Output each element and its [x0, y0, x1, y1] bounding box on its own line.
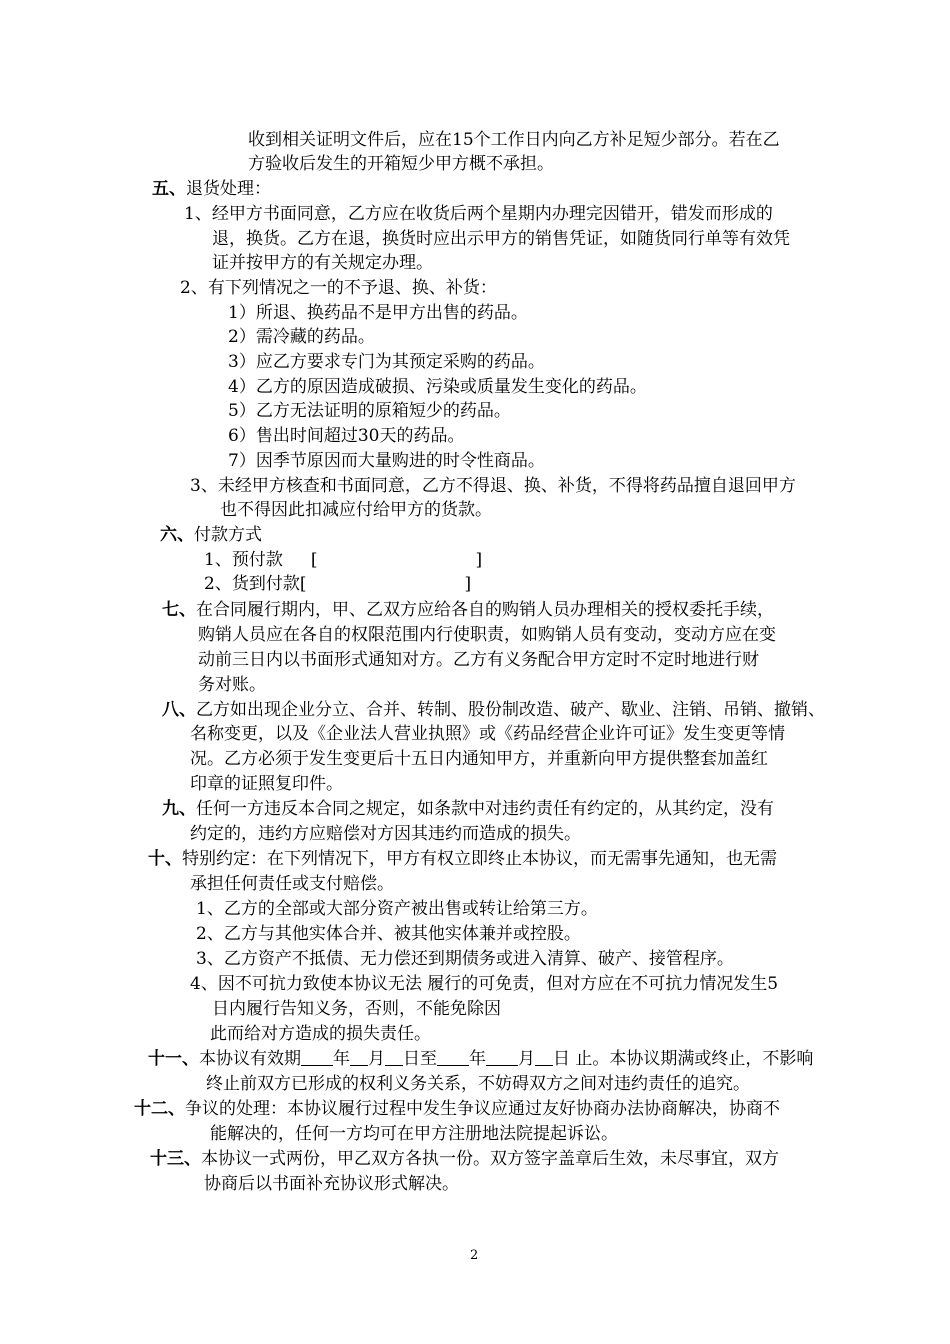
- text-line: 协商后以书面补充协议形式解决。: [204, 1174, 459, 1194]
- text-span: 乙方如出现企业分立、合并、转制、股份制改造、破产、歇业、注销、吊销、撤销、: [196, 700, 825, 720]
- page-number: 2: [470, 1248, 479, 1263]
- text-span: 日 止。本协议期满或终止，不影响: [553, 1049, 814, 1069]
- section-6-heading: [160, 523, 262, 547]
- list-item: 3、乙方资产不抵债、无力偿还到期债务或进入清算、破产、接管程序。: [196, 949, 734, 969]
- payment-prepay-line: [204, 548, 482, 572]
- text-line: 收到相关证明文件后，应在15个工作日内向乙方补足短少部分。若在乙: [248, 130, 780, 150]
- text-line: 日内履行告知义务，否则，不能免除因: [212, 999, 501, 1019]
- section-number: 十三、: [150, 1149, 201, 1169]
- text-line: 能解决的，任何一方均可在甲方注册地法院提起诉讼。: [210, 1124, 618, 1144]
- list-item: 2、乙方与其他实体合并、被其他实体兼并或控股。: [196, 924, 581, 944]
- section-title: 付款方式: [194, 525, 262, 545]
- text-line: 务对账。: [198, 675, 266, 695]
- bracket-close: ]: [475, 550, 483, 570]
- section-9-line: [162, 797, 774, 821]
- text-line: 动前三日内以书面形式通知对方。乙方有义务配合甲方定时不定时地进行财: [198, 650, 759, 670]
- text-line: 2、有下列情况之一的不予退、换、补货：: [180, 278, 497, 298]
- text-span: 日至: [403, 1049, 437, 1069]
- section-10-line: [148, 847, 777, 871]
- payment-label: 2、货到付款: [204, 574, 300, 594]
- list-item: 2）需冷藏的药品。: [228, 327, 375, 347]
- section-5-heading: [152, 177, 271, 201]
- text-line: 约定的，违约方应赔偿对方因其违约而造成的损失。: [190, 824, 581, 844]
- list-item: 5）乙方无法证明的原箱短少的药品。: [228, 401, 511, 421]
- section-11-line: [148, 1047, 813, 1071]
- bracket-open: [: [299, 574, 307, 594]
- text-span: 年: [333, 1049, 350, 1069]
- text-line: 购销人员应在各自的权限范围内行使职责，如购销人员有变动，变动方应在变: [198, 625, 776, 645]
- text-line: 3、未经甲方核查和书面同意，乙方不得退、换、补货，不得将药品擅自退回甲方: [190, 476, 796, 496]
- payment-label: 1、预付款: [204, 550, 283, 570]
- text-line: 证并按甲方的有关规定办理。: [212, 253, 433, 273]
- list-item: 7）因季节原因而大量购进的时令性商品。: [228, 451, 545, 471]
- list-item: 4）乙方的原因造成破损、污染或质量发生变化的药品。: [228, 377, 647, 397]
- section-number: 七、: [162, 600, 196, 620]
- text-span: 任何一方违反本合同之规定，如条款中对违约责任有约定的，从其约定，没有: [196, 799, 774, 819]
- text-span: 本协议一式两份，甲乙双方各执一份。双方签字盖章后生效，未尽事宜，双方: [201, 1149, 779, 1169]
- list-item: 4、因不可抗力致使本协议无法 履行的可免责，但对方应在不可抗力情况发生5: [190, 974, 779, 994]
- payment-cod-line: [204, 572, 471, 596]
- section-number: 十一、: [148, 1049, 199, 1069]
- text-span: 在合同履行期内，甲、乙双方应给各自的购销人员办理相关的授权委托手续，: [196, 600, 774, 620]
- text-line: 此而给对方造成的损失责任。: [210, 1024, 431, 1044]
- bracket-open: [: [310, 550, 318, 570]
- text-line: 印章的证照复印件。: [190, 774, 343, 794]
- section-12-line: [134, 1097, 780, 1121]
- section-number: 五、: [152, 179, 186, 199]
- list-item: 6）售出时间超过30天的药品。: [228, 426, 465, 446]
- text-line: 况。乙方必须于发生变更后十五日内通知甲方，并重新向甲方提供整套加盖红: [190, 749, 768, 769]
- text-line: 也不得因此扣减应付给甲方的货款。: [220, 500, 492, 520]
- text-span: 本协议有效期: [199, 1049, 301, 1069]
- blank-field: [437, 1049, 469, 1066]
- text-line: 退，换货。乙方在退，换货时应出示甲方的销售凭证，如随货同行单等有效凭: [212, 229, 790, 249]
- section-number: 六、: [160, 525, 194, 545]
- list-item: 1）所退、换药品不是甲方出售的药品。: [228, 303, 528, 323]
- section-8-line: [162, 698, 825, 722]
- section-number: 九、: [162, 799, 196, 819]
- text-span: 年: [469, 1049, 486, 1069]
- text-line: 名称变更，以及《企业法人营业执照》或《药品经营企业许可证》发生变更等情: [190, 724, 785, 744]
- text-span: 月: [518, 1049, 535, 1069]
- blank-field: [301, 1049, 333, 1066]
- blank-field: [486, 1049, 518, 1066]
- blank-field: [535, 1049, 553, 1066]
- bracket-close: ]: [464, 574, 472, 594]
- section-13-line: [150, 1147, 779, 1171]
- list-item: 1、乙方的全部或大部分资产被出售或转让给第三方。: [196, 899, 598, 919]
- text-span: 月: [368, 1049, 385, 1069]
- text-line: 1、经甲方书面同意，乙方应在收货后两个星期内办理完因错开，错发而形成的: [184, 204, 773, 224]
- section-number: 十、: [148, 849, 182, 869]
- text-line: 方验收后发生的开箱短少甲方概不承担。: [248, 154, 554, 174]
- list-item: 3）应乙方要求专门为其预定采购的药品。: [228, 352, 545, 372]
- text-line: 终止前双方已形成的权利义务关系，不妨碍双方之间对违约责任的追究。: [206, 1074, 750, 1094]
- text-span: 争议的处理：本协议履行过程中发生争议应通过友好协商办法协商解决，协商不: [185, 1099, 780, 1119]
- section-title: 退货处理：: [186, 179, 271, 199]
- section-number: 八、: [162, 700, 196, 720]
- blank-field: [350, 1049, 368, 1066]
- section-7-line: [162, 598, 774, 622]
- section-number: 十二、: [134, 1099, 185, 1119]
- blank-field: [385, 1049, 403, 1066]
- text-span: 特别约定：在下列情况下，甲方有权立即终止本协议，而无需事先通知，也无需: [182, 849, 777, 869]
- text-line: 承担任何责任或支付赔偿。: [190, 874, 394, 894]
